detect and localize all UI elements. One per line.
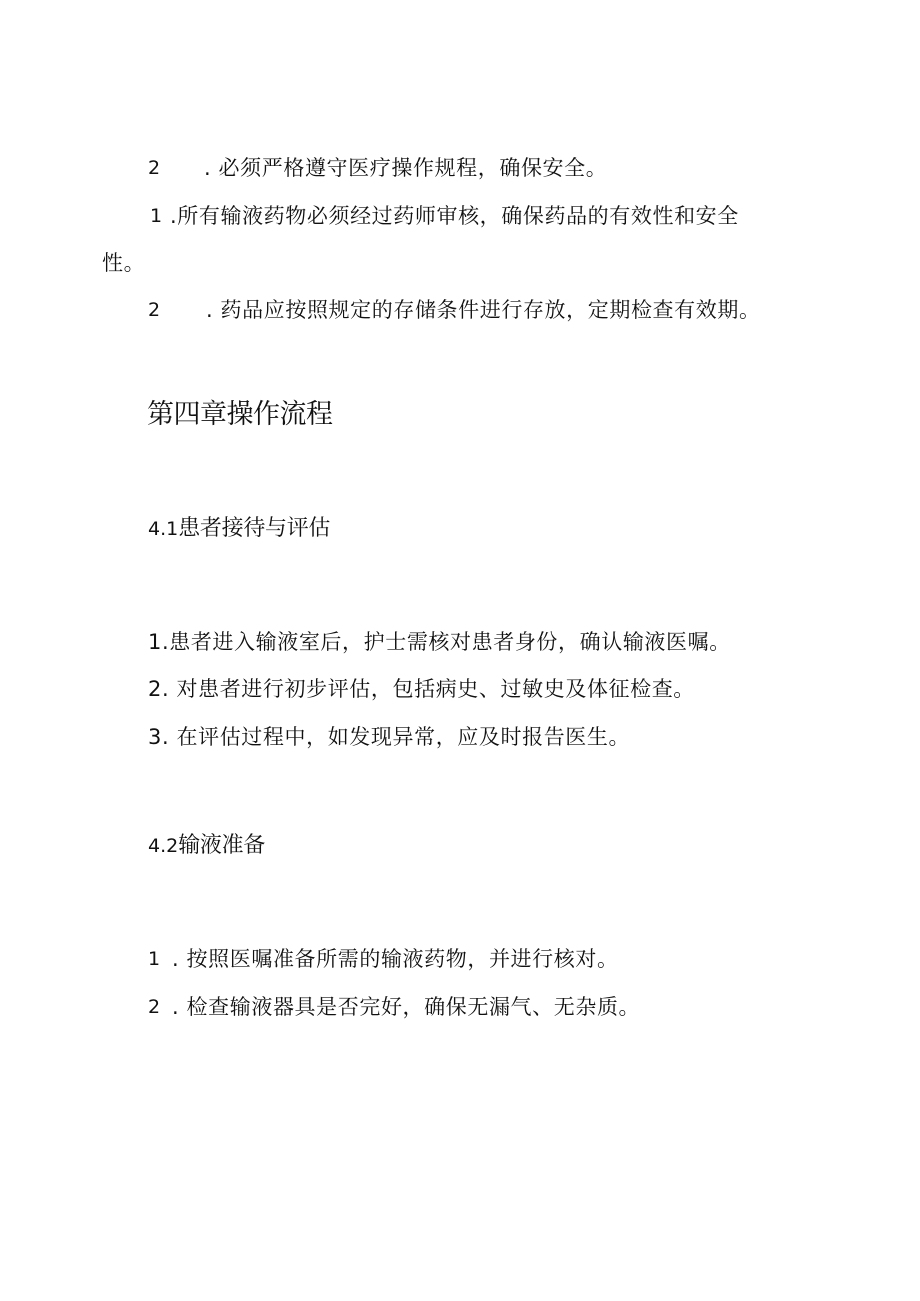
section-number: 4.2: [148, 835, 179, 857]
list-item-number: 1: [148, 948, 161, 970]
list-item-number: 2: [148, 157, 161, 179]
list-item-number: 2: [148, 996, 161, 1018]
list-item-text: .所有输液药物必须经过药师审核，确保药品的有效性和安全: [170, 204, 739, 228]
section-heading: [148, 832, 265, 860]
list-item-number: 1: [150, 205, 163, 227]
list-item-text: . 药品应按照规定的存储条件进行存放，定期检查有效期。: [206, 298, 761, 322]
section-heading: [148, 515, 330, 543]
list-item-text: . 按照医嘱准备所需的输液药物，并进行核对。: [172, 947, 619, 971]
section-title: 患者接待与评估: [178, 516, 331, 541]
list-item: 2. 对患者进行初步评估，包括病史、过敏史及体征检查。: [148, 677, 695, 701]
list-item-number: 2: [148, 299, 161, 321]
section-title: 输液准备: [178, 833, 266, 858]
list-item: 3. 在评估过程中，如发现异常，应及时报告医生。: [148, 725, 631, 749]
chapter-title: 第四章操作流程: [147, 399, 333, 430]
list-item-text: . 检查输液器具是否完好，确保无漏气、无杂质。: [172, 995, 641, 1019]
list-item: 1.患者进入输液室后，护士需核对患者身份，确认输液医嘱。: [148, 630, 731, 654]
section-number: 4.1: [148, 518, 179, 540]
list-item-continuation: 性。: [102, 251, 146, 275]
list-item-text: . 必须严格遵守医疗操作规程，确保安全。: [204, 156, 608, 180]
